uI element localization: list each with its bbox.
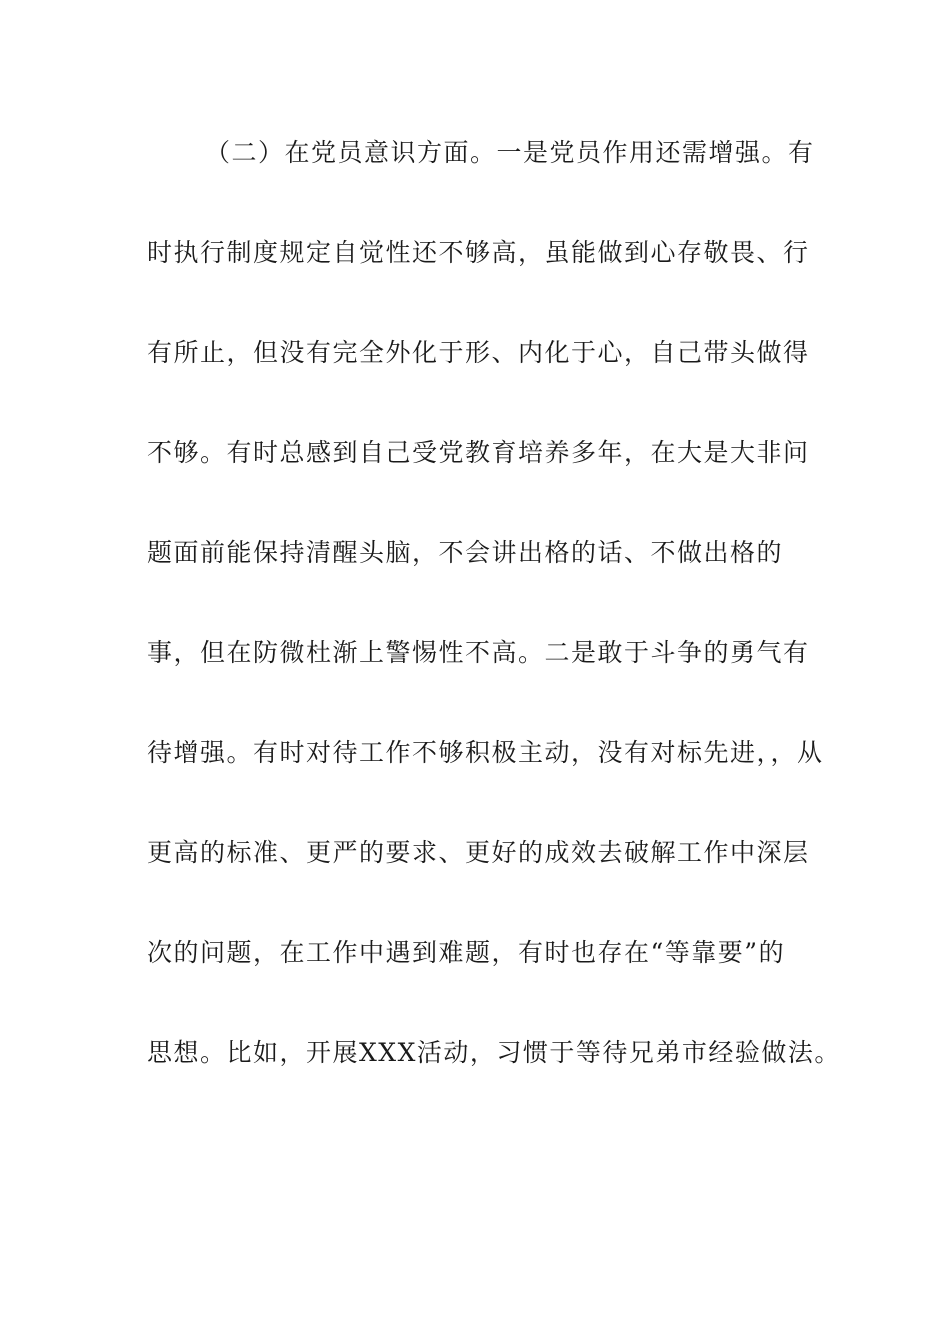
paragraph-line: 次的问题，在工作中遇到难题，有时也存在“等靠要”的 [147,938,786,967]
paragraph-line: 题面前能保持清醒头脑，不会讲出格的话、不做出格的 [147,538,784,567]
body-paragraph [147,131,841,1131]
paragraph-line: 有所止，但没有完全外化于形、内化于心，自己带头做得 [147,338,810,367]
paragraph-line: 思想。比如，开展XXX活动，习惯于等待兄弟市经验做法。 [147,1038,841,1067]
paragraph-line: 事，但在防微杜渐上警惕性不高。二是敢于斗争的勇气有 [147,638,810,667]
paragraph-line: 待增强。有时对待工作不够积极主动，没有对标先进，，从 [147,738,824,767]
paragraph-line: 时执行制度规定自觉性还不够高，虽能做到心存敬畏、行 [147,238,810,267]
paragraph-line: 更高的标准、更严的要求、更好的成效去破解工作中深层 [147,838,810,867]
paragraph-line: （二）在党员意识方面。一是党员作用还需增强。有 [205,138,815,167]
paragraph-line: 不够。有时总感到自己受党教育培养多年，在大是大非问 [147,438,810,467]
